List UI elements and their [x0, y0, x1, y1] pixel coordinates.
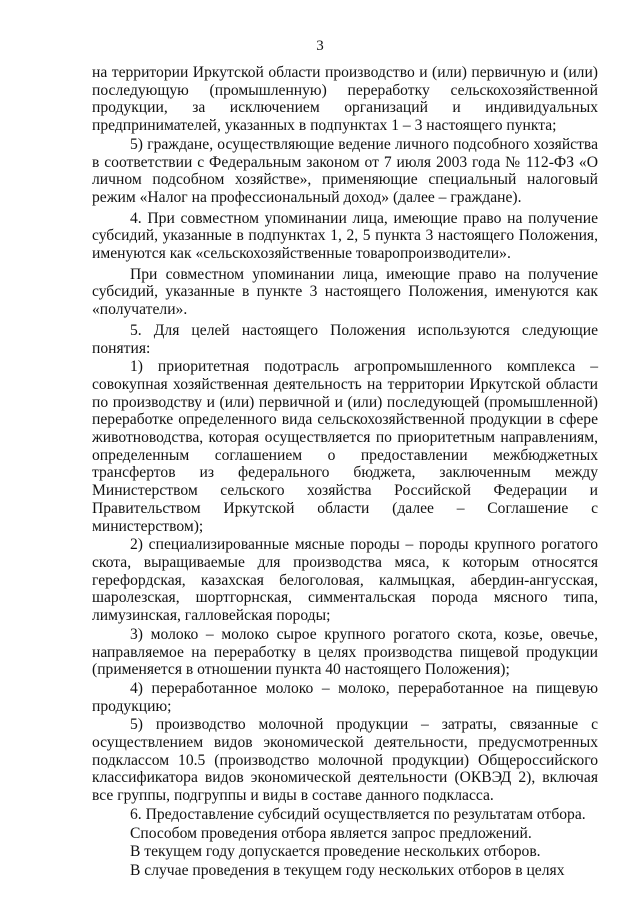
paragraph-recipients: При совместном упоминании лица, имеющие право на получение субсидий, указанные в пункте 3 настоящего Положения, именуются как «получатели». — [92, 265, 598, 319]
paragraph-clause-4: 4. При совместном упоминании лица, имеющие право на получение субсидий, указанные в подпунктах 1, 2, 5 пункта 3 настоящего Положения, именуются как «сельскохозяйственные товаропроизводители». — [92, 209, 598, 263]
paragraph-item-5-citizens: 5) граждане, осуществляющие ведение личного подсобного хозяйства в соответствии с Федеральным законом от 7 июля 2003 года № 112-ФЗ «О личном подсобном хозяйстве», применяющие специальный налоговый режим «Налог на профессиональный доход» (далее – граждане). — [92, 135, 598, 206]
paragraph-clause-5: 5. Для целей настоящего Положения используются следующие понятия: — [92, 321, 598, 357]
paragraph-continuation: на территории Иркутской области производство и (или) первичную и (или) последующую (промышленную) переработку сельскохозяйственной продукции, за исключением организаций и индивидуальных предпринимателей, указанных в подпунктах 1 – 3 настоящего пункта; — [92, 64, 598, 135]
paragraph-multiple-selections: В текущем году допускается проведение нескольких отборов. — [130, 843, 541, 861]
paragraph-definition-5: 5) производство молочной продукции – затраты, связанные с осуществлением видов экономической деятельности, предусмотренных подклассом 10.5 (производство молочной продукции) Общероссийского классификатора видов экономической деятельности (ОКВЭД 2), включая все группы, подгруппы и виды в составе данного подкласса. — [92, 716, 598, 805]
paragraph-definition-3: 3) молоко – молоко сырое крупного рогатого скота, козье, овечье, направляемое на переработку в целях производства пищевой продукции (применяется в отношении пункта 40 настоящего Положения); — [92, 625, 598, 679]
paragraph-clause-6: 6. Предоставление субсидий осуществляется по результатам отбора. — [130, 805, 586, 823]
paragraph-definition-4: 4) переработанное молоко – молоко, переработанное на пищевую продукцию; — [92, 679, 598, 715]
document-body — [92, 64, 598, 881]
page-number: 3 — [316, 38, 324, 54]
paragraph-definition-2: 2) специализированные мясные породы – породы крупного рогатого скота, выращиваемые для производства мяса, к которым относятся герефордская, казахская белоголовая, калмыцкая, абердин-ангусская, шаролезская, шортгорнская, симментальская порода мясного типа, лимузинская, галловейская породы; — [92, 536, 598, 625]
paragraph-trailing: В случае проведения в текущем году нескольких отборов в целях — [130, 861, 565, 879]
paragraph-definition-1: 1) приоритетная подотрасль агропромышленного комплекса – совокупная хозяйственная деятельность на территории Иркутской области по производству и (или) первичной и (или) последующей (промышленной) переработке определенного вида сельскохозяйственной продукции в сфере животноводства, которая осуществляется по приоритетным направлениям, определенным соглашением о предоставлении межбюджетных трансфертов из федерального бюджета, заключенным между Министерством сельского хозяйства Российской Федерации и Правительством Иркутской области (далее – Соглашение с министерством); — [92, 358, 598, 535]
paragraph-selection-method: Способом проведения отбора является запрос предложений. — [130, 824, 532, 842]
